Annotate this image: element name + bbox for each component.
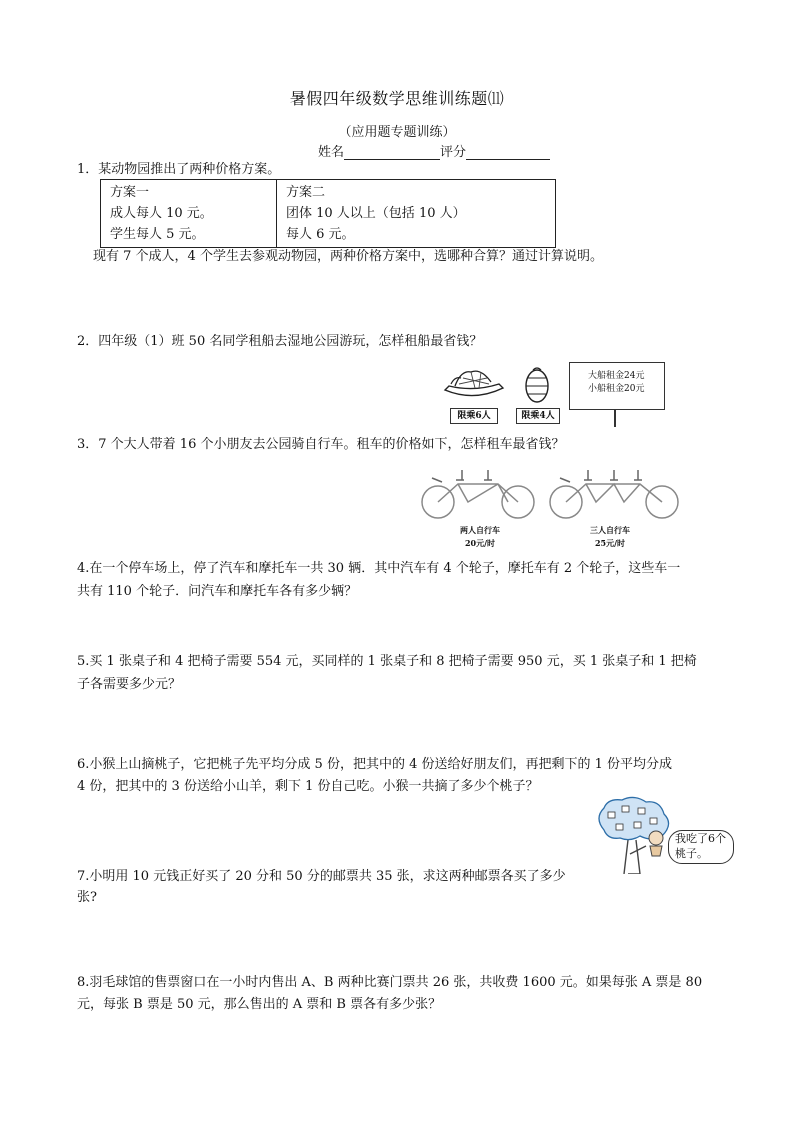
plan-1-line-1: 成人每人 10 元。 [110,206,213,221]
plan-1-cell [101,180,277,248]
question-8-line-2: 元，每张 B 票是 50 元，那么售出的 A 票和 B 票各有多少张？ [77,997,442,1012]
question-4-line-1: 4.在一个停车场上，停了汽车和摩托车一共 30 辆．其中汽车有 4 个轮子，摩托车有 2 个轮子，这些车一 [77,561,681,576]
bike-1-price: 20元/时 [464,538,496,548]
tandem-bike-icon [422,470,534,518]
rental-price-sign [569,362,665,410]
question-4-line-2: 共有 110 个轮子．问汽车和摩托车各有多少辆？ [77,584,358,599]
question-6-line-1: 6.小猴上山摘桃子，它把桃子先平均分成 5 份，把其中的 4 份送给好朋友们，再把剩下的 1 份平均分成 [77,757,673,772]
bike-pictures [418,462,680,524]
question-3-text: 3．7 个大人带着 16 个小朋友去公园骑自行车。租车的价格如下，怎样租车最省钱？ [77,437,565,452]
name-score-line [318,141,550,160]
plan-2-cell [277,180,556,248]
sign-post [614,409,616,427]
question-8-line-1: 8.羽毛球馆的售票窗口在一小时内售出 A、B 两种比赛门票共 26 张，共收费 1600 元。如果每张 A 票是 80 [77,975,703,990]
plan-2-line-2: 每人 6 元。 [286,227,355,242]
question-5-line-1: 5.买 1 张桌子和 4 把椅子需要 554 元，买同样的 1 张桌子和 8 把椅子需要 950 元，买 1 张桌子和 1 把椅 [77,654,697,669]
peach-tree-icon [594,796,678,874]
bike-1-caption [448,524,512,550]
big-boat-icon [441,364,507,402]
worksheet-subtitle: （应用题专题训练） [338,125,456,140]
small-boat-tag: 限乘4人 [516,408,560,424]
name-label: 姓名 [318,145,345,160]
plan-2-title: 方案二 [286,185,326,200]
score-label: 评分 [440,145,467,160]
bike-2-price: 25元/时 [594,538,626,548]
boat-rental-illustration [441,362,671,428]
question-1-prompt: 现有 7 个成人，4 个学生去参观动物园，两种价格方案中，选哪种合算？通过计算说明。 [93,249,603,264]
monkey-tree-illustration [594,796,736,874]
worksheet-title: 暑假四年级数学思维训练题⑾ [289,89,505,108]
question-7-line-1: 7.小明用 10 元钱正好买了 20 分和 50 分的邮票共 35 张，求这两种邮票各买了多少 [77,869,566,884]
speech-line-2: 桃子。 [675,847,708,860]
question-5-line-2: 子各需要多少元？ [77,677,182,692]
question-1-text: 1．某动物园推出了两种价格方案。 [77,162,281,177]
bike-2-caption [578,524,642,550]
speech-line-1: 我吃了6个 [675,832,726,845]
sign-line-2: 小船租金20元 [588,384,645,394]
question-2-text: 2．四年级（1）班 50 名同学租船去湿地公园游玩，怎样租船最省钱？ [77,334,483,349]
name-blank[interactable] [344,145,440,160]
monkey-speech-bubble [668,830,734,864]
score-blank[interactable] [466,145,550,160]
bike-1-name: 两人自行车 [460,525,500,535]
triple-bike-icon [550,470,678,518]
plan-1-title: 方案一 [110,185,150,200]
question-7-line-2: 张? [77,890,97,905]
plan-1-line-2: 学生每人 5 元。 [110,227,205,242]
small-boat-icon [521,366,553,406]
question-6-line-2: 4 份，把其中的 3 份送给小山羊，剩下 1 份自己吃。小猴一共摘了多少个桃子？ [77,779,539,794]
bike-rental-illustration [418,462,680,552]
bike-2-name: 三人自行车 [590,525,630,535]
plan-2-line-1: 团体 10 人以上（包括 10 人） [286,206,466,221]
big-boat-tag: 限乘6人 [450,408,498,424]
sign-line-1: 大船租金24元 [588,371,645,381]
price-plan-table [100,179,556,248]
